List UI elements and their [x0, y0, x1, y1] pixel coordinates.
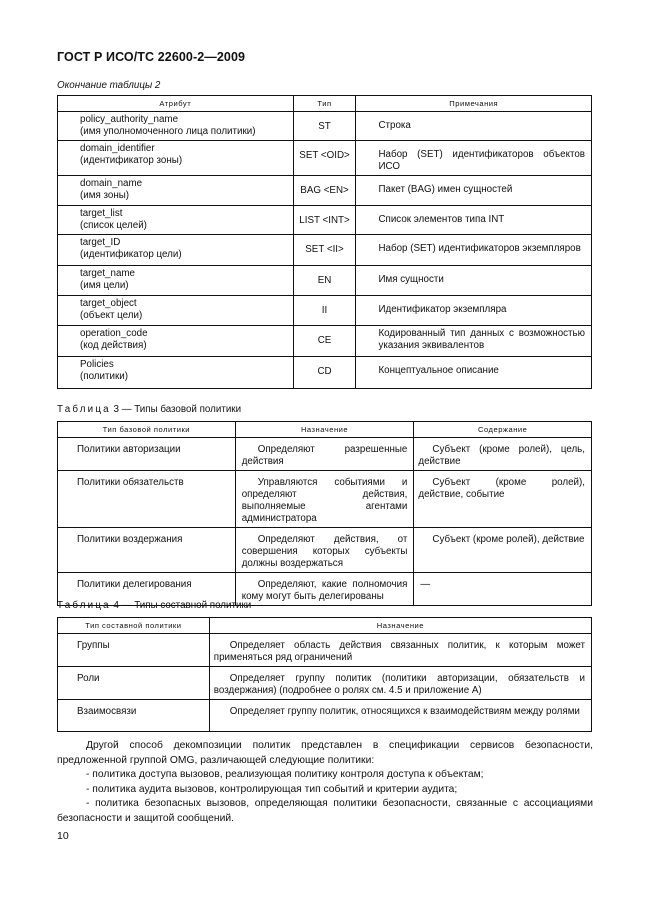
attribute-description: (имя цели) [80, 280, 129, 291]
table2-attribute-cell [58, 296, 294, 326]
table4-header-type: Тип составной политики [58, 618, 210, 634]
table2-attribute-cell [58, 176, 294, 206]
table-row [58, 141, 592, 176]
table2-note-cell: Строка [356, 112, 592, 141]
table2-attribute-cell [58, 357, 294, 389]
attribute-name: target_list [80, 208, 123, 219]
table2-header-notes: Примечания [356, 96, 592, 112]
table3-header-row [58, 422, 592, 438]
table3-type-cell: Политики делегирования [58, 573, 236, 606]
body-item-2: - политика аудита вызовов, контролирующая тип событий и критерии аудита; [86, 783, 458, 795]
table-row [58, 266, 592, 296]
table2-header-attribute: Атрибут [58, 96, 294, 112]
table-row [58, 235, 592, 266]
attribute-description: (имя уполномоченного лица политики) [80, 126, 256, 137]
table3-content-cell: Субъект (кроме ролей), действие [414, 528, 592, 573]
table-row [58, 326, 592, 357]
table2-caption: Окончание таблицы 2 [57, 80, 161, 91]
table-row [58, 438, 592, 471]
table2 [57, 95, 592, 389]
table3-header-content: Содержание [414, 422, 592, 438]
attribute-name: domain_name [80, 178, 143, 189]
table2-attribute-cell [58, 112, 294, 141]
table3-purpose-cell: Определяют разрешенные действия [235, 438, 414, 471]
attribute-name: target_object [80, 298, 137, 309]
attribute-name: policy_authority_name [80, 114, 179, 125]
table3-content-cell: Субъект (кроме ролей), действие, событие [414, 471, 592, 528]
table2-note-cell: Набор (SET) идентификаторов экземпляров [356, 235, 592, 266]
page-number: 10 [57, 830, 69, 842]
table-row [58, 471, 592, 528]
table-row [58, 528, 592, 573]
table2-attribute-cell [58, 141, 294, 176]
table2-header-row [58, 96, 592, 112]
table2-attribute-cell [58, 266, 294, 296]
table2-type-cell: LIST <INT> [293, 206, 356, 235]
body-text [57, 739, 593, 827]
table3-purpose-cell: Определяют, какие полномочия кому могут быть делегированы [235, 573, 414, 606]
body-item-1: - политика доступа вызовов, реализующая политику контроля доступа к объектам; [86, 769, 484, 781]
table3-purpose-cell: Определяют действия, от совершения которых субъекты должны воздержаться [235, 528, 414, 573]
table3-type-cell: Политики воздержания [58, 528, 236, 573]
attribute-description: (идентификатор зоны) [80, 155, 183, 166]
table3-header-type: Тип базовой политики [58, 422, 236, 438]
table2-type-cell: CE [293, 326, 356, 357]
table3-caption-word: Таблица [57, 404, 111, 415]
table-row [58, 206, 592, 235]
table3-caption-text: 3 — Типы базовой политики [113, 404, 242, 415]
table3-purpose-cell: Управляются событиями и определяют действия, выполняемые агентами администратора [235, 471, 414, 528]
table4-header-purpose: Назначение [209, 618, 591, 634]
table2-type-cell: ST [293, 112, 356, 141]
table4-caption [57, 600, 251, 611]
table4-purpose-cell: Определяет группу политик, относящихся к взаимодействиям между ролями [209, 700, 591, 732]
attribute-description: (список целей) [80, 220, 147, 231]
attribute-description: (идентификатор цели) [80, 249, 182, 260]
table4 [57, 617, 592, 732]
table2-note-cell: Идентификатор экземпляра [356, 296, 592, 326]
table2-note-cell: Концептуальное описание [356, 357, 592, 389]
table2-type-cell: SET <II> [293, 235, 356, 266]
table2-attribute-cell [58, 235, 294, 266]
table-row [58, 667, 592, 700]
body-intro: Другой способ декомпозиции политик представлен в спецификации сервисов безопасности, предложенной группой OMG, различающей следующие политики: [57, 740, 593, 766]
document-header: ГОСТ Р ИСО/ТС 22600-2—2009 [57, 50, 246, 64]
table3-type-cell: Политики авторизации [58, 438, 236, 471]
table2-type-cell: CD [293, 357, 356, 389]
table4-purpose-cell: Определяет группу политик (политики авторизации, обязательств и воздержания) (подробнее о ролях см. 4.5 и приложение А) [209, 667, 591, 700]
table3-content-cell: — [414, 573, 592, 606]
table2-header-type: Тип [293, 96, 356, 112]
table2-attribute-cell [58, 206, 294, 235]
table2-note-cell: Пакет (BAG) имен сущностей [356, 176, 592, 206]
table3-header-purpose: Назначение [235, 422, 414, 438]
table4-caption-text: 4 — Типы составной политики [113, 600, 252, 611]
attribute-name: target_name [80, 268, 136, 279]
attribute-name: domain_identifier [80, 143, 155, 154]
table2-type-cell: EN [293, 266, 356, 296]
table-row [58, 176, 592, 206]
attribute-description: (код действия) [80, 340, 147, 351]
table2-note-cell: Список элементов типа INT [356, 206, 592, 235]
attribute-description: (политики) [80, 371, 128, 382]
table-row [58, 700, 592, 732]
table2-note-cell: Набор (SET) идентификаторов объектов ИСО [356, 141, 592, 176]
attribute-name: Policies [80, 359, 114, 370]
table3-content-cell: Субъект (кроме ролей), цель, действие [414, 438, 592, 471]
table-row [58, 634, 592, 667]
table2-type-cell: SET <OID> [293, 141, 356, 176]
table4-type-cell: Взаимосвязи [58, 700, 210, 732]
attribute-name: operation_code [80, 328, 148, 339]
table4-purpose-cell: Определяет область действия связанных политик, к которым может применяться ряд ограничений [209, 634, 591, 667]
table-row [58, 296, 592, 326]
table2-note-cell: Имя сущности [356, 266, 592, 296]
table2-attribute-cell [58, 326, 294, 357]
table3 [57, 421, 592, 606]
table4-type-cell: Роли [58, 667, 210, 700]
body-item-3: - политика безопасных вызовов, определяющая политики безопасности, связанные с ассоциациями безопасности и защитой сообщений. [57, 798, 593, 824]
table4-type-cell: Группы [58, 634, 210, 667]
table4-header-row [58, 618, 592, 634]
table-row [58, 357, 592, 389]
table2-type-cell: BAG <EN> [293, 176, 356, 206]
table2-note-cell: Кодированный тип данных с возможностью указания эквивалентов [356, 326, 592, 357]
table3-type-cell: Политики обязательств [58, 471, 236, 528]
table4-caption-word: Таблица [57, 600, 111, 611]
attribute-name: target_ID [80, 237, 121, 248]
table3-caption [57, 404, 241, 415]
table2-type-cell: II [293, 296, 356, 326]
attribute-description: (объект цели) [80, 310, 143, 321]
attribute-description: (имя зоны) [80, 190, 130, 201]
table-row [58, 112, 592, 141]
